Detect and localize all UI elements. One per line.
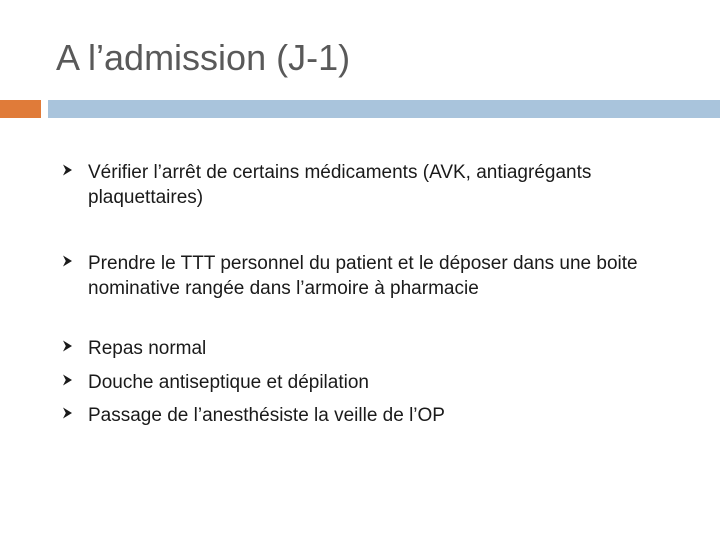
accent-bar-blue <box>48 100 720 118</box>
bullet-text: Douche antiseptique et dépilation <box>88 372 369 393</box>
arrowhead-bullet-icon <box>62 160 88 180</box>
bullet-item <box>62 336 662 361</box>
bullet-text: Prendre le TTT personnel du patient et le déposer dans une boite nominative rangée dans l’armoire à pharmacie <box>88 253 638 299</box>
slide-title: A l’admission (J-1) <box>56 37 351 78</box>
bullet-text: Passage de l’anesthésiste la veille de l’OP <box>88 405 445 426</box>
bullet-item <box>62 370 662 395</box>
bullet-item <box>62 251 662 301</box>
arrowhead-bullet-icon <box>62 403 88 423</box>
arrowhead-bullet-icon <box>62 370 88 390</box>
bullet-text: Repas normal <box>88 338 207 359</box>
bullet-item <box>62 403 662 428</box>
bullet-text: Vérifier l’arrêt de certains médicaments (AVK, antiagrégants plaquettaires) <box>88 162 592 208</box>
accent-bar-orange <box>0 100 41 118</box>
bullet-item <box>62 160 662 210</box>
arrowhead-bullet-icon <box>62 336 88 356</box>
arrowhead-bullet-icon <box>62 251 88 271</box>
